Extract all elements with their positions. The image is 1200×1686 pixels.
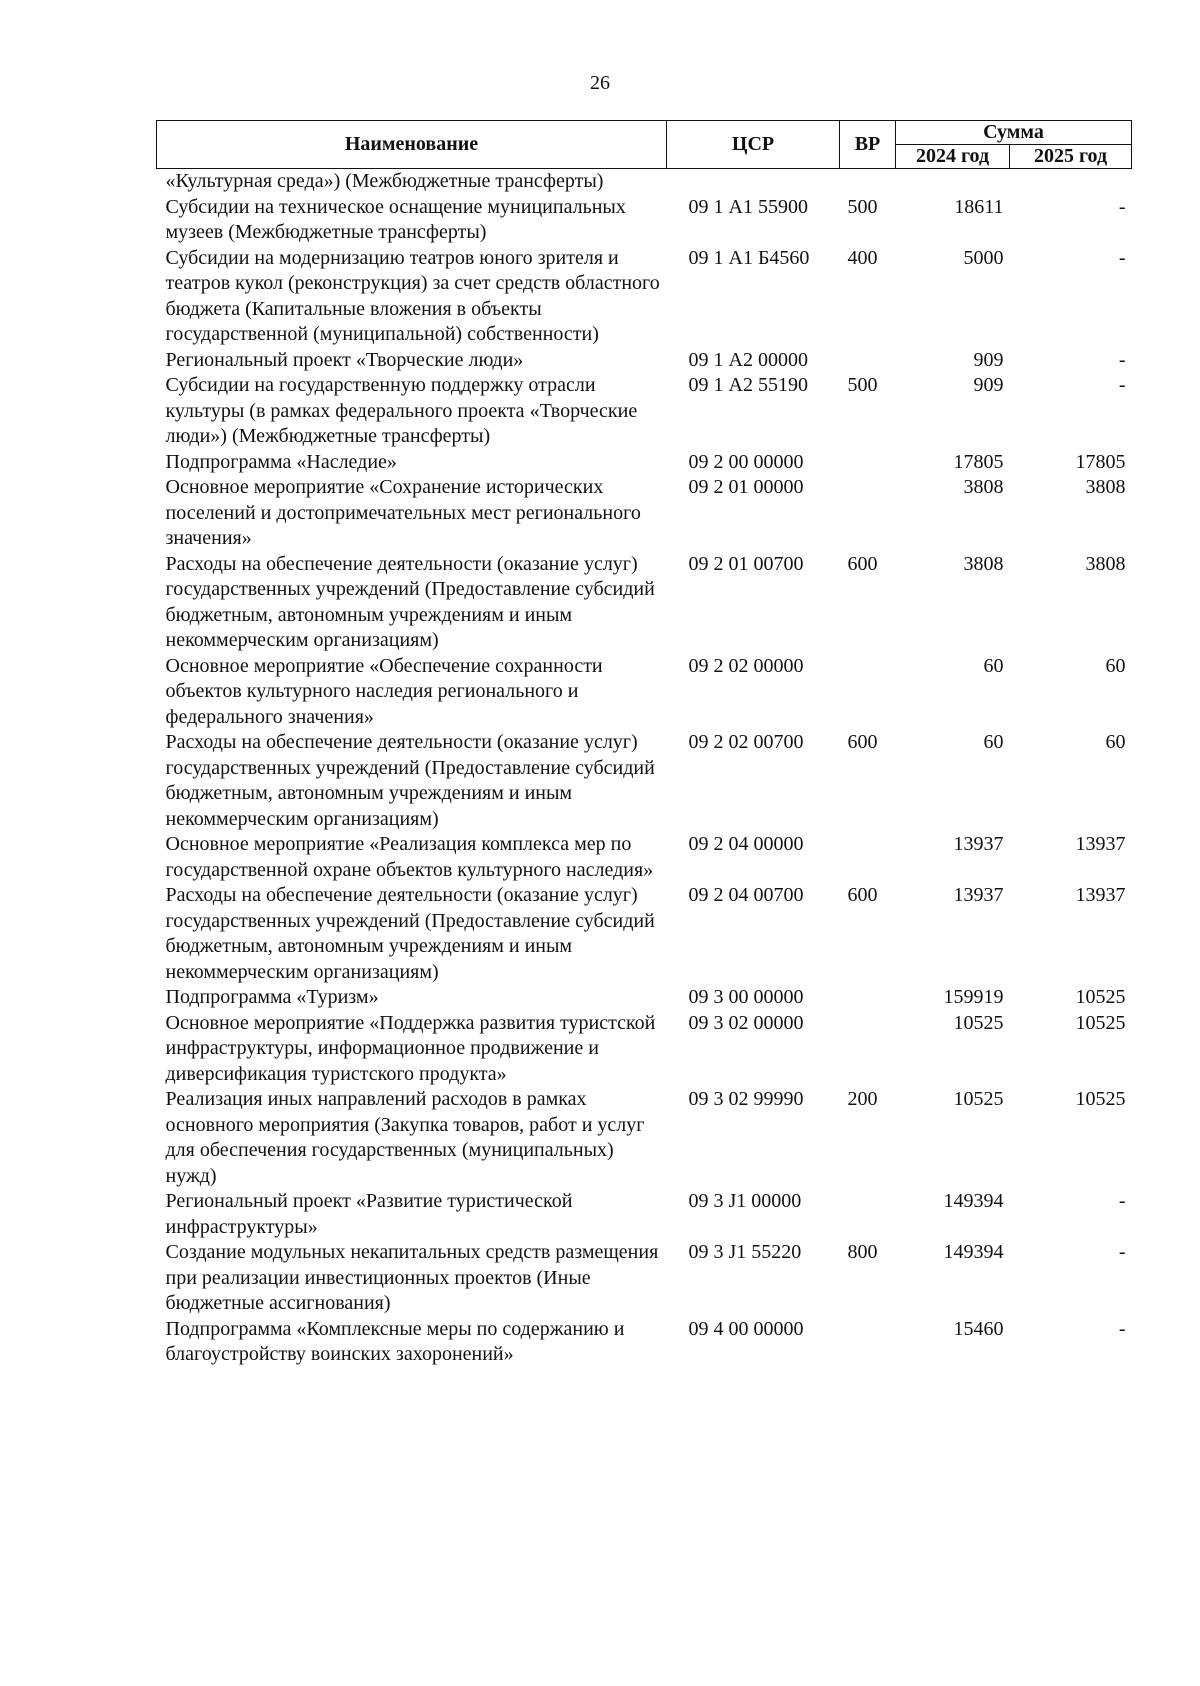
table-row bbox=[157, 1240, 1132, 1317]
table-row bbox=[157, 1317, 1132, 1368]
cell-amount-2025: 3808 bbox=[1085, 476, 1126, 498]
cell-name: Подпрограмма «Комплексные меры по содержанию и благоустройству воинских захоронений» bbox=[165, 1317, 625, 1365]
cell-csr: 09 2 04 00700 bbox=[688, 884, 804, 906]
cell-amount-2025: 3808 bbox=[1085, 552, 1126, 575]
cell-amount-2025: 17805 bbox=[1075, 450, 1126, 473]
cell-amount-2024: 10525 bbox=[953, 1088, 1004, 1110]
cell-amount-2024 bbox=[896, 169, 1010, 195]
cell-vr: 400 bbox=[847, 246, 878, 269]
cell-amount-2024: 149394 bbox=[943, 1190, 1004, 1212]
cell-amount-2025: 60 bbox=[1105, 654, 1126, 677]
cell-vr: 500 bbox=[847, 195, 878, 218]
cell-csr: 09 3 J1 55220 bbox=[688, 1241, 802, 1263]
cell-csr: 09 3 02 99990 bbox=[688, 1088, 804, 1110]
cell-csr: 09 2 02 00700 bbox=[688, 731, 804, 753]
cell-amount-2024: 3808 bbox=[963, 476, 1004, 498]
cell-amount-2025: 13937 bbox=[1075, 833, 1126, 855]
cell-amount-2025: - bbox=[1118, 348, 1126, 371]
cell-name: Региональный проект «Развитие туристической инфраструктуры» bbox=[165, 1190, 573, 1238]
cell-csr: 09 2 01 00000 bbox=[688, 476, 804, 498]
cell-name: Создание модульных некапитальных средств размещения при реализации инвестиционных проектов (Иные бюджетные ассигнования) bbox=[165, 1241, 659, 1314]
cell-csr: 09 2 04 00000 bbox=[688, 833, 804, 855]
cell-vr bbox=[840, 832, 896, 883]
cell-csr: 09 3 J1 00000 bbox=[688, 1190, 802, 1212]
header-vr: ВР bbox=[840, 121, 896, 169]
cell-amount-2025: - bbox=[1118, 195, 1126, 218]
table-row bbox=[157, 1189, 1132, 1240]
cell-csr: 09 1 А2 55190 bbox=[688, 374, 808, 396]
header-name: Наименование bbox=[157, 121, 667, 169]
table-row bbox=[157, 552, 1132, 654]
table-body bbox=[157, 169, 1132, 1368]
cell-amount-2024: 60 bbox=[983, 654, 1004, 677]
cell-amount-2024: 909 bbox=[973, 348, 1004, 371]
cell-csr bbox=[667, 169, 840, 195]
cell-vr bbox=[840, 348, 896, 374]
cell-name: Подпрограмма «Туризм» bbox=[165, 986, 379, 1008]
cell-vr: 500 bbox=[847, 374, 878, 396]
cell-amount-2024: 13937 bbox=[953, 833, 1004, 855]
cell-amount-2024: 18611 bbox=[954, 195, 1004, 218]
cell-amount-2025: 10525 bbox=[1075, 1011, 1126, 1034]
page-number: 26 bbox=[590, 72, 610, 94]
cell-amount-2025 bbox=[1010, 169, 1132, 195]
cell-name: Основное мероприятие «Поддержка развития туристской инфраструктуры, информационное продвижение и диверсификация туристского продукта» bbox=[165, 1011, 656, 1085]
cell-amount-2024: 17805 bbox=[953, 450, 1004, 473]
table-row bbox=[157, 883, 1132, 985]
cell-csr: 09 1 А1 55900 bbox=[688, 195, 808, 218]
cell-name: Расходы на обеспечение деятельности (оказание услуг) государственных учреждений (Предоставление субсидий бюджетным, автономным учреждениям и иным некоммерческим организациям) bbox=[165, 731, 655, 830]
table-header bbox=[157, 121, 1132, 169]
cell-vr bbox=[840, 985, 896, 1011]
cell-csr: 09 1 А1 Б4560 bbox=[688, 246, 810, 269]
cell-amount-2024: 5000 bbox=[963, 246, 1004, 269]
cell-amount-2024: 149394 bbox=[943, 1241, 1004, 1263]
cell-name: Региональный проект «Творческие люди» bbox=[165, 348, 524, 371]
cell-csr: 09 2 00 00000 bbox=[688, 450, 804, 473]
cell-name: Реализация иных направлений расходов в рамках основного мероприятия (Закупка товаров, работ и услуг для обеспечения государственных (муниципальных) нужд) bbox=[165, 1088, 645, 1187]
cell-name: Подпрограмма «Наследие» bbox=[165, 450, 397, 473]
table-row bbox=[157, 373, 1132, 450]
header-sum: Сумма bbox=[896, 121, 1132, 145]
cell-name: Субсидии на модернизацию театров юного зрителя и театров кукол (реконструкция) за счет средств областного бюджета (Капитальные вложения в объекты государственной (муниципальной) собственности) bbox=[165, 246, 660, 345]
cell-name: Основное мероприятие «Обеспечение сохранности объектов культурного наследия регионального и федерального значения» bbox=[165, 654, 603, 728]
cell-amount-2024: 3808 bbox=[963, 552, 1004, 575]
table-row bbox=[157, 985, 1132, 1011]
cell-amount-2024: 159919 bbox=[943, 986, 1004, 1008]
cell-vr bbox=[840, 450, 896, 476]
cell-vr bbox=[840, 1189, 896, 1240]
cell-vr bbox=[840, 1317, 896, 1368]
cell-amount-2025: - bbox=[1118, 1190, 1126, 1212]
cell-name: Субсидии на государственную поддержку отрасли культуры (в рамках федерального проекта «Творческие люди») (Межбюджетные трансферты) bbox=[165, 374, 638, 447]
header-year-2024: 2024 год bbox=[896, 145, 1010, 169]
table-row bbox=[157, 1011, 1132, 1088]
cell-name: Расходы на обеспечение деятельности (оказание услуг) государственных учреждений (Предоставление субсидий бюджетным, автономным учреждениям и иным некоммерческим организациям) bbox=[165, 884, 655, 983]
cell-amount-2025: - bbox=[1118, 374, 1126, 396]
cell-amount-2025: 13937 bbox=[1075, 884, 1126, 906]
cell-amount-2024: 10525 bbox=[953, 1011, 1004, 1034]
cell-name: Расходы на обеспечение деятельности (оказание услуг) государственных учреждений (Предоставление субсидий бюджетным, автономным учреждениям и иным некоммерческим организациям) bbox=[165, 552, 655, 651]
cell-csr: 09 4 00 00000 bbox=[688, 1317, 804, 1340]
table-row bbox=[157, 195, 1132, 246]
cell-vr: 800 bbox=[847, 1241, 878, 1263]
cell-amount-2025: - bbox=[1118, 1241, 1126, 1263]
table-row bbox=[157, 654, 1132, 731]
cell-amount-2024: 60 bbox=[983, 731, 1004, 753]
cell-csr: 09 2 02 00000 bbox=[688, 654, 804, 677]
table-row bbox=[157, 1087, 1132, 1189]
cell-csr: 09 1 А2 00000 bbox=[688, 348, 808, 371]
cell-amount-2025: - bbox=[1118, 246, 1126, 269]
cell-vr bbox=[840, 169, 896, 195]
cell-vr bbox=[840, 1011, 896, 1088]
table-row bbox=[157, 730, 1132, 832]
cell-csr: 09 2 01 00700 bbox=[688, 552, 804, 575]
cell-amount-2025: 60 bbox=[1105, 731, 1126, 753]
cell-amount-2024: 13937 bbox=[953, 884, 1004, 906]
cell-vr bbox=[840, 475, 896, 552]
cell-vr: 600 bbox=[847, 552, 878, 575]
cell-amount-2025: - bbox=[1118, 1317, 1126, 1340]
header-csr: ЦСР bbox=[667, 121, 840, 169]
cell-vr: 600 bbox=[847, 884, 878, 906]
cell-name: Основное мероприятие «Сохранение исторических поселений и достопримечательных мест регионального значения» bbox=[165, 476, 641, 549]
table-row bbox=[157, 246, 1132, 348]
cell-amount-2024: 909 bbox=[973, 374, 1004, 396]
cell-vr: 600 bbox=[847, 731, 878, 753]
cell-amount-2025: 10525 bbox=[1075, 986, 1126, 1008]
budget-table bbox=[156, 120, 1132, 1368]
cell-csr: 09 3 02 00000 bbox=[688, 1011, 804, 1034]
table-row bbox=[157, 450, 1132, 476]
cell-amount-2024: 15460 bbox=[953, 1317, 1004, 1340]
cell-csr: 09 3 00 00000 bbox=[688, 986, 804, 1008]
cell-name: Субсидии на техническое оснащение муниципальных музеев (Межбюджетные трансферты) bbox=[165, 195, 626, 243]
table-row bbox=[157, 832, 1132, 883]
cell-amount-2025: 10525 bbox=[1075, 1088, 1126, 1110]
cell-name: «Культурная среда») (Межбюджетные трансферты) bbox=[165, 170, 604, 192]
cell-name: Основное мероприятие «Реализация комплекса мер по государственной охране объектов культурного наследия» bbox=[165, 833, 654, 881]
cell-vr: 200 bbox=[847, 1088, 878, 1110]
table-row bbox=[157, 475, 1132, 552]
table-row bbox=[157, 348, 1132, 374]
cell-vr bbox=[840, 654, 896, 731]
header-year-2025: 2025 год bbox=[1010, 145, 1132, 169]
table-row bbox=[157, 169, 1132, 195]
